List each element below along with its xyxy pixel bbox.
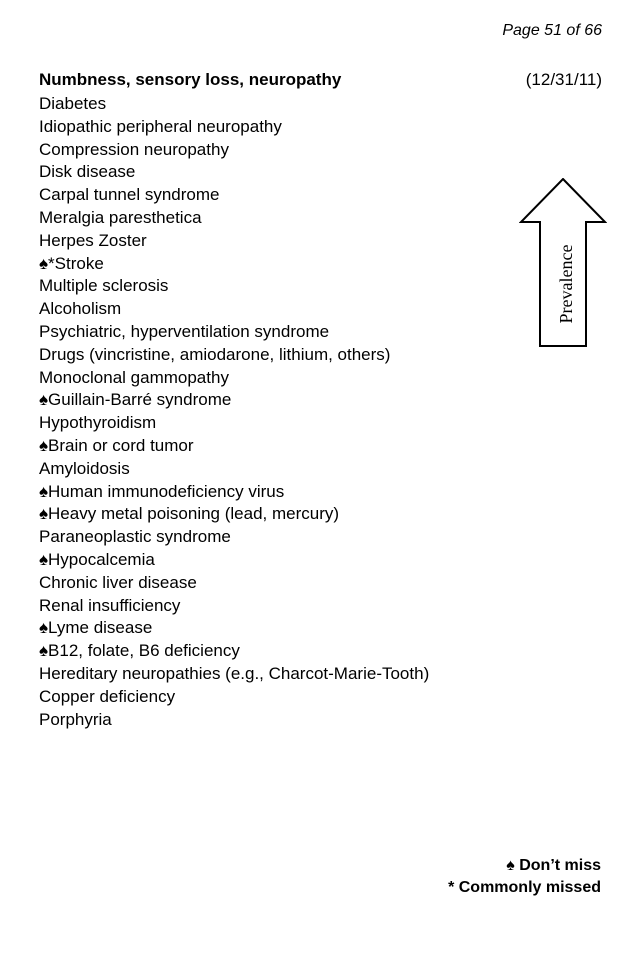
list-item: Diabetes: [39, 94, 107, 113]
list-item: Copper deficiency: [39, 686, 176, 706]
list-item: Idiopathic peripheral neuropathy: [39, 116, 282, 136]
list-item: ♠Lyme disease: [39, 618, 153, 638]
list-item: Meralgia paresthetica: [39, 207, 202, 227]
prevalence-arrow: [519, 178, 607, 348]
list-item: Paraneoplastic syndrome: [39, 527, 231, 547]
legend: [448, 855, 601, 899]
list-item: Disk disease: [39, 162, 136, 182]
list-item: Carpal tunnel syndrome: [39, 185, 220, 205]
page-title: Numbness, sensory loss, neuropathy: [39, 70, 342, 89]
list-item: ♠B12, folate, B6 deficiency: [39, 641, 240, 661]
list-item: ♠Brain or cord tumor: [39, 435, 194, 455]
revision-date: (12/31/11): [525, 70, 602, 89]
page-number: Page 51 of 66: [502, 22, 602, 39]
list-item: ♠Human immunodeficiency virus: [39, 481, 285, 501]
list-item: Hypothyroidism: [39, 413, 157, 433]
list-item: Porphyria: [39, 709, 112, 729]
list-item: ♠*Stroke: [39, 253, 104, 273]
list-item: Psychiatric, hyperventilation syndrome: [39, 321, 330, 341]
list-item: Amyloidosis: [39, 458, 130, 478]
list-item: Monoclonal gammopathy: [39, 367, 229, 387]
list-item: ♠Heavy metal poisoning (lead, mercury): [39, 504, 340, 524]
arrow-label: Prevalence: [556, 244, 576, 324]
list-item: Multiple sclerosis: [39, 276, 169, 296]
list-item: ♠Guillain-Barré syndrome: [39, 390, 232, 410]
differential-list: [39, 93, 429, 731]
list-item: Drugs (vincristine, amiodarone, lithium, others): [39, 344, 391, 364]
list-item: Compression neuropathy: [39, 139, 229, 159]
list-item: Renal insufficiency: [39, 595, 181, 615]
legend-commonly-missed: * Commonly missed: [448, 879, 601, 896]
list-item: Hereditary neuropathies (e.g., Charcot-Marie-Tooth): [39, 663, 430, 683]
list-item: ♠Hypocalcemia: [39, 549, 155, 569]
list-item: Chronic liver disease: [39, 572, 197, 592]
list-item: Alcoholism: [39, 299, 122, 319]
legend-dont-miss: ♠ Don’t miss: [506, 857, 601, 874]
list-item: Herpes Zoster: [39, 230, 147, 250]
